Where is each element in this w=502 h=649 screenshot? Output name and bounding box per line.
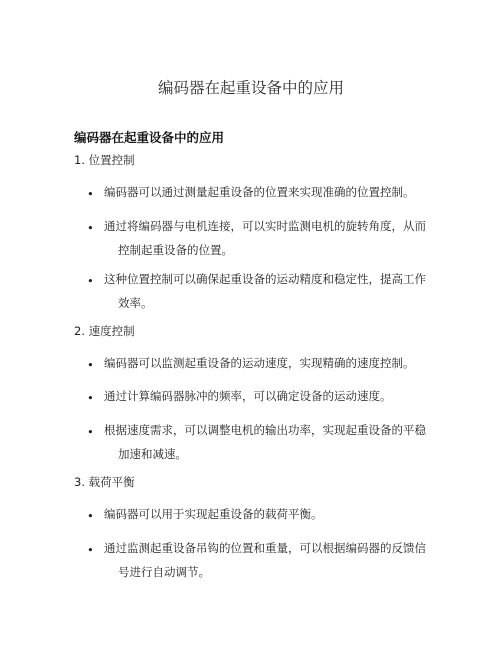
bullet-text (104, 351, 434, 375)
bullet-text (104, 384, 434, 408)
bullet-marker: • (87, 187, 94, 201)
section-heading: 编码器在起重设备中的应用 (74, 130, 225, 145)
section-title-position-control: 1. 位置控制 (74, 153, 135, 167)
bullet-line: 通过计算编码器脉冲的频率，可以确定设备的运动速度。 (104, 389, 392, 403)
bullet-text (104, 267, 434, 315)
section-title-load-balance: 3. 载荷平衡 (74, 475, 135, 489)
bullet-marker: • (87, 543, 94, 557)
bullet-line: 这种位置控制可以确保起重设备的运动精度和稳定性，提高工作 (104, 272, 426, 286)
bullet-line-continued: 控制起重设备的位置。 (118, 243, 233, 257)
document-title: 编码器在起重设备中的应用 (157, 79, 344, 97)
bullet-text (104, 180, 434, 204)
bullet-marker: • (87, 391, 94, 405)
bullet-line-continued: 加速和减速。 (118, 447, 187, 461)
bullet-marker: • (87, 358, 94, 372)
bullet-line: 编码器可以用于实现起重设备的载荷平衡。 (104, 507, 323, 521)
bullet-line-continued: 号进行自动调节。 (118, 565, 210, 579)
section-title-speed-control: 2. 速度控制 (74, 324, 135, 338)
bullet-text (104, 502, 434, 526)
bullet-line-continued: 效率。 (118, 296, 153, 310)
bullet-text (104, 214, 434, 262)
bullet-line: 编码器可以通过测量起重设备的位置来实现准确的位置控制。 (104, 185, 415, 199)
bullet-marker: • (87, 425, 94, 439)
bullet-marker: • (87, 221, 94, 235)
bullet-text (104, 536, 434, 584)
bullet-line: 编码器可以监测起重设备的运动速度，实现精确的速度控制。 (104, 356, 415, 370)
bullet-marker: • (87, 274, 94, 288)
bullet-text (104, 418, 434, 466)
bullet-marker: • (87, 509, 94, 523)
bullet-line: 根据速度需求，可以调整电机的输出功率，实现起重设备的平稳 (104, 423, 426, 437)
bullet-line: 通过将编码器与电机连接，可以实时监测电机的旋转角度，从而 (104, 219, 426, 233)
bullet-line: 通过监测起重设备吊钩的位置和重量，可以根据编码器的反馈信 (104, 541, 426, 555)
